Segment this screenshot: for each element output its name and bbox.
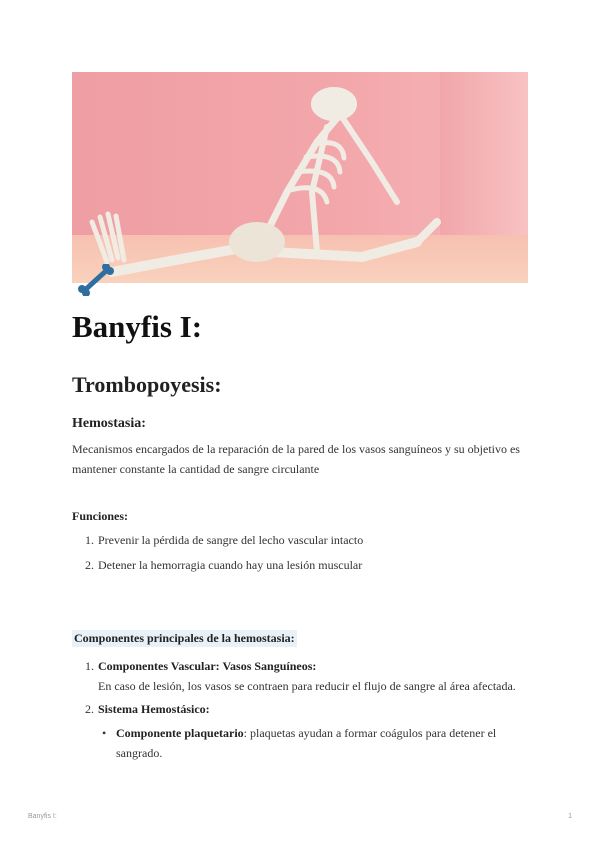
list-number: 2. [85, 702, 94, 716]
functions-heading: Funciones: [72, 509, 129, 523]
list-item [72, 656, 532, 696]
cover-image [72, 72, 528, 283]
bone-icon [78, 264, 114, 296]
list-number: 1. [85, 659, 94, 673]
list-item [72, 555, 532, 575]
list-item-title: Sistema Hemostásico: [98, 702, 210, 716]
bullet-text: : plaquetas ayudan a formar coágulos para detener el sangrado. [116, 726, 497, 760]
footer-page-number: 1 [568, 813, 572, 820]
list-item [72, 530, 532, 550]
footer-doc-name: Banyfis I: [28, 813, 57, 820]
bullet-dot: • [102, 726, 107, 740]
list-number: 1. [85, 533, 94, 547]
list-text: En caso de lesión, los vasos se contraen para reducir el flujo de sangre al área afectada. [98, 679, 516, 693]
list-number: 2. [85, 558, 94, 572]
section-heading: Trombopoyesis: [72, 372, 222, 397]
list-item-title: Componentes Vascular: Vasos Sanguíneos: [98, 659, 317, 673]
definition-paragraph: Mecanismos encargados de la reparación de la pared de los vasos sanguíneos y su objetivo es mantener constante la cantidad de sangre circulante [72, 442, 520, 476]
bullet-bold: Componente plaquetario [116, 726, 244, 740]
list-text: Detener la hemorragia cuando hay una lesión muscular [98, 558, 363, 572]
list-text: Prevenir la pérdida de sangre del lecho vascular intacto [98, 533, 364, 547]
bullet-item [102, 723, 522, 763]
page-title: Banyfis I: [72, 309, 203, 344]
list-item [72, 699, 532, 719]
skeleton-illustration [72, 72, 528, 283]
components-heading: Componentes principales de la hemostasia: [74, 631, 295, 645]
subsection-heading: Hemostasia: [72, 416, 146, 431]
